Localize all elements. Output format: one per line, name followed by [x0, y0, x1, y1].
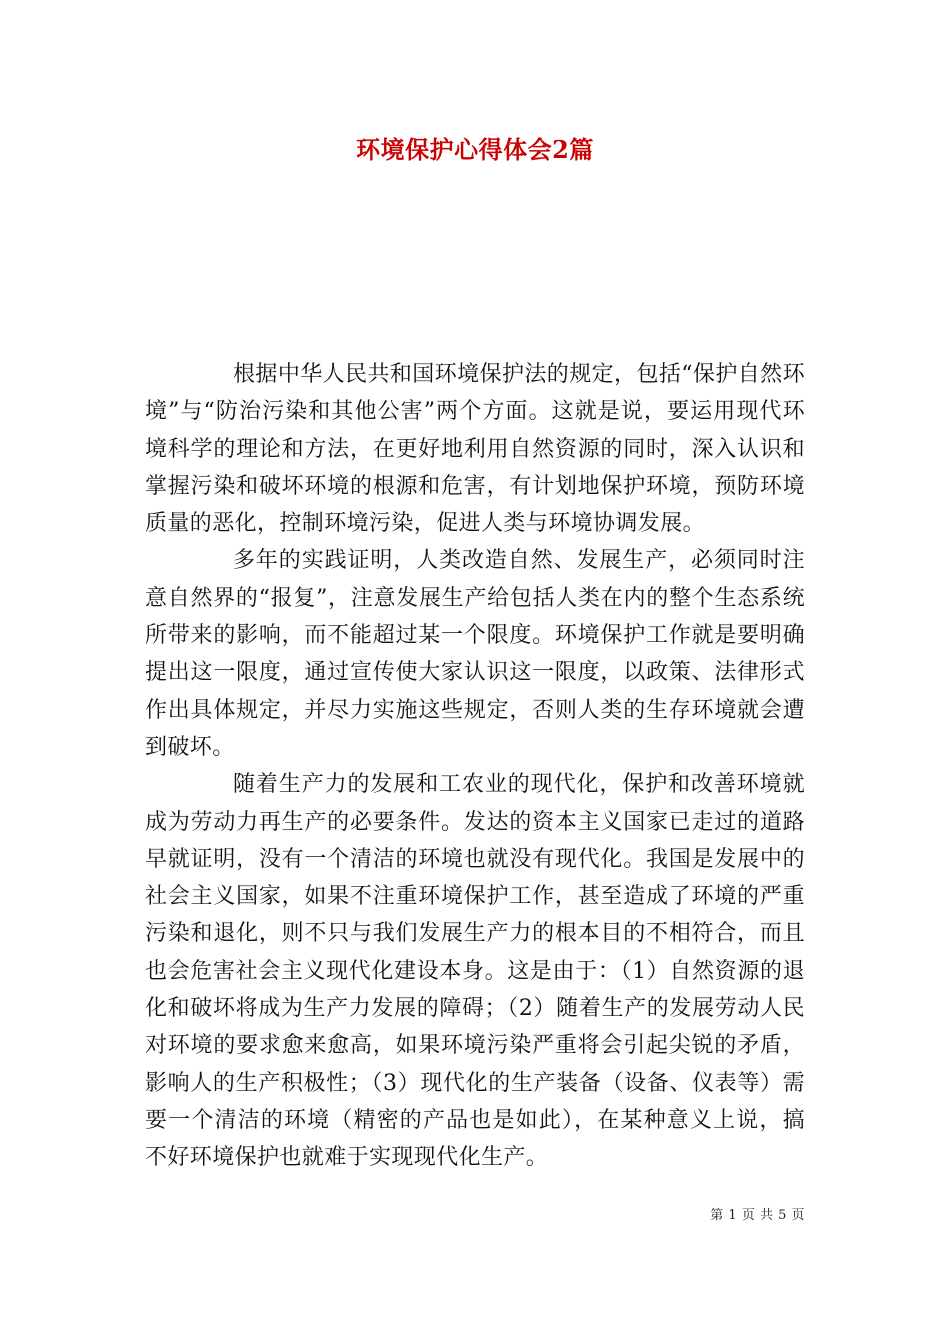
document-body: [145, 356, 805, 1177]
paragraph-1: 根据中华人民共和国环境保护法的规定，包括“保护自然环境”与“防治污染和其他公害”两个方面。这就是说，要运用现代环境科学的理论和方法，在更好地利用自然资源的同时，深入认识和掌握污染和破坏环境的根源和危害，有计划地保护环境，预防环境质量的恶化，控制环境污染，促进人类与环境协调发展。: [145, 362, 805, 537]
paragraph-2: 多年的实践证明，人类改造自然、发展生产，必须同时注意自然界的“报复”，注意发展生产给包括人类在内的整个生态系统所带来的影响，而不能超过某一个限度。环境保护工作就是要明确提出这一限度，通过宣传使大家认识这一限度，以政策、法律形式作出具体规定，并尽力实施这些规定，否则人类的生存环境就会遭到破坏。: [145, 548, 805, 760]
document-title: 环境保护心得体会2篇: [356, 135, 594, 164]
paragraph-3: 随着生产力的发展和工农业的现代化，保护和改善环境就成为劳动力再生产的必要条件。发达的资本主义国家已走过的道路早就证明，没有一个清洁的环境也就没有现代化。我国是发展中的社会主义国家，如果不注重环境保护工作，甚至造成了环境的严重污染和退化，则不只与我们发展生产力的根本目的不相符合，而且也会危害社会主义现代化建设本身。这是由于：（1）自然资源的退化和破坏将成为生产力发展的障碍；（2）随着生产的发展劳动人民对环境的要求愈来愈高，如果环境污染严重将会引起尖锐的矛盾，影响人的生产积极性；（3）现代化的生产装备（设备、仪表等）需要一个清洁的环境（精密的产品也是如此），在某种意义上说，搞不好环境保护也就难于实现现代化生产。: [145, 772, 805, 1171]
page-number-footer: 第 1 页 共 5 页: [710, 1208, 805, 1223]
